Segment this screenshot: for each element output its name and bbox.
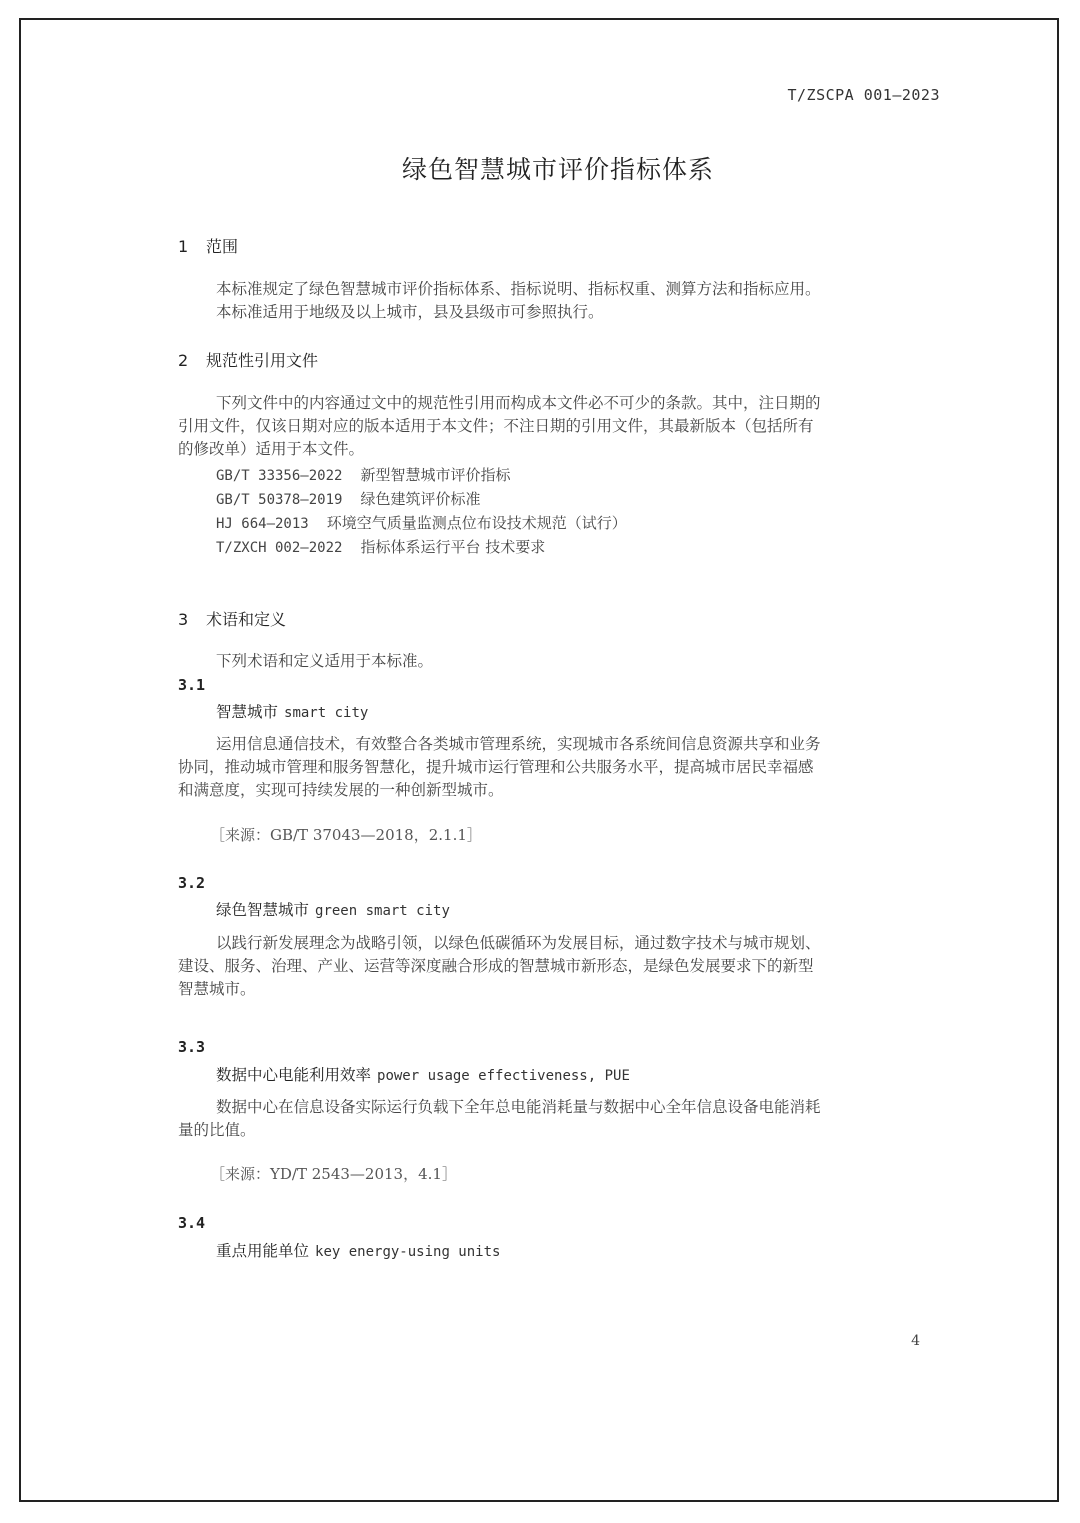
section-1-title: 范围 [206,237,239,256]
term-title-en: smart city [284,705,369,721]
section-1-paragraph-1: 本标准规定了绿色智慧城市评价指标体系、指标说明、指标权重、测算方法和指标应用。 [216,280,821,298]
term-title-zh: 数据中心电能利用效率 [216,1066,372,1084]
reference-item [216,464,510,485]
term-definition-line: 以践行新发展理念为战略引领，以绿色低碳循环为发展目标，通过数字技术与城市规划、 [216,934,821,952]
term-title-zh: 重点用能单位 [216,1242,310,1260]
section-2-number: 2 [178,351,189,370]
term-source: ［来源：GB/T 37043—2018，2.1.1］ [210,826,482,844]
term-title-zh: 智慧城市 [216,703,279,721]
section-2-paragraph-line-2: 引用文件，仅该日期对应的版本适用于本文件；不注日期的引用文件，其最新版本（包括所有 [178,417,814,435]
term-number: 3.1 [178,676,206,694]
section-3-intro: 下列术语和定义适用于本标准。 [216,652,434,670]
reference-code: T/ZXCH 002—2022 [216,540,343,556]
section-1-heading [178,234,238,257]
term-definition-line: 和满意度，实现可持续发展的一种创新型城市。 [178,781,504,799]
term-number: 3.2 [178,874,206,892]
section-1-paragraph-2: 本标准适用于地级及以上城市，县及县级市可参照执行。 [216,303,604,321]
section-3-title: 术语和定义 [206,610,287,629]
term-definition-line: 建设、服务、治理、产业、运营等深度融合形成的智慧城市新形态，是绿色发展要求下的新型 [178,957,814,975]
term-number: 3.3 [178,1038,206,1056]
term-title [216,1239,500,1261]
reference-name: 绿色建筑评价标准 [360,490,481,508]
reference-code: GB/T 33356—2022 [216,468,343,484]
section-3-number: 3 [178,610,189,629]
reference-name: 指标体系运行平台 技术要求 [360,538,546,556]
term-definition-line: 智慧城市。 [178,980,256,998]
term-title-zh: 绿色智慧城市 [216,901,310,919]
section-2-title: 规范性引用文件 [206,351,319,370]
reference-code: HJ 664—2013 [216,516,309,532]
reference-name: 新型智慧城市评价指标 [360,466,511,484]
reference-item [216,536,545,557]
section-2-heading [178,348,318,371]
document-title: 绿色智慧城市评价指标体系 [401,155,714,184]
term-definition-line: 数据中心在信息设备实际运行负载下全年总电能消耗量与数据中心全年信息设备电能消耗 [216,1098,821,1116]
reference-name: 环境空气质量监测点位布设技术规范（试行） [326,514,627,532]
term-title [216,700,368,722]
page-number: 4 [911,1333,920,1349]
term-title-en: green smart city [315,903,450,919]
term-number: 3.4 [178,1214,206,1232]
section-1-number: 1 [178,237,189,256]
reference-code: GB/T 50378—2019 [216,492,343,508]
reference-item [216,488,480,509]
term-definition-line: 运用信息通信技术，有效整合各类城市管理系统，实现城市各系统间信息资源共享和业务 [216,735,821,753]
term-definition-line: 协同，推动城市管理和服务智慧化，提升城市运行管理和公共服务水平，提高城市居民幸福感 [178,758,814,776]
term-title-en: power usage effectiveness, PUE [377,1068,630,1084]
term-title [216,1063,630,1085]
reference-item [216,512,627,533]
term-title [216,898,450,920]
term-definition-line: 量的比值。 [178,1121,256,1139]
term-title-en: key energy-using units [315,1244,501,1260]
section-2-paragraph-line-1: 下列文件中的内容通过文中的规范性引用而构成本文件必不可少的条款。其中，注日期的 [216,394,821,412]
section-2-paragraph-line-3: 的修改单）适用于本文件。 [178,440,365,458]
document-number: T/ZSCPA 001—2023 [787,86,940,104]
section-3-heading [178,607,286,630]
term-source: ［来源：YD/T 2543—2013，4.1］ [210,1165,457,1183]
